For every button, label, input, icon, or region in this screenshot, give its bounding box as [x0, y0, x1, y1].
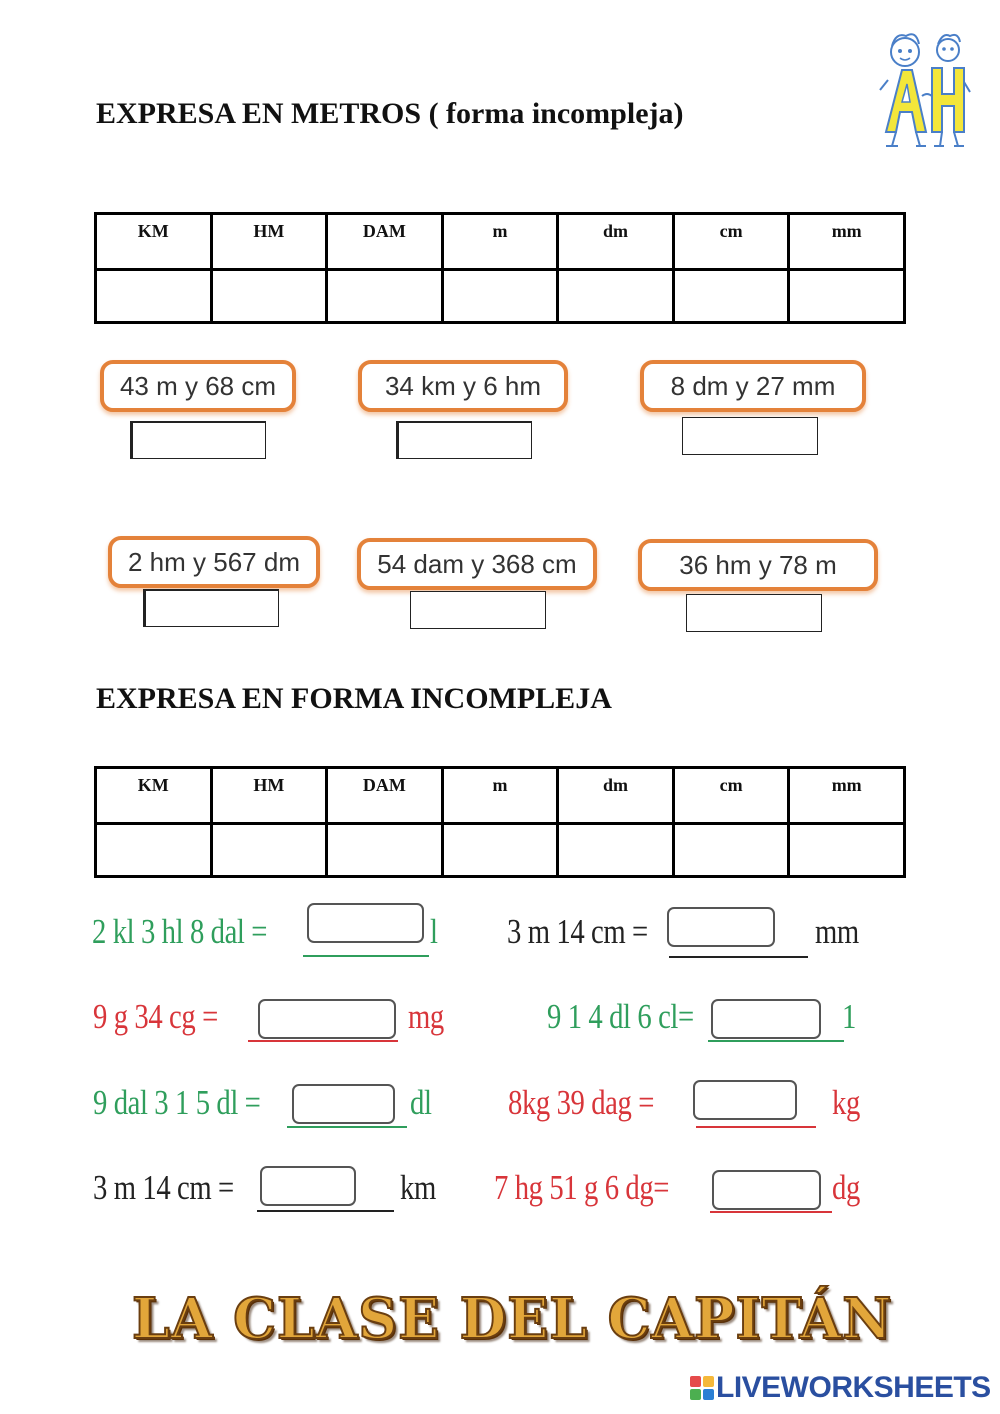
answer-box[interactable] — [711, 999, 821, 1039]
cell-input-dm[interactable] — [558, 270, 674, 323]
header-dam: DAM — [327, 214, 443, 270]
units-table-2 — [94, 766, 906, 878]
cell-input-m[interactable] — [442, 270, 558, 323]
cell-input-dm[interactable] — [558, 824, 674, 877]
brand-logo-text: LA CLASE DEL CAPITÁN — [132, 1286, 893, 1352]
header-hm: HM — [211, 768, 327, 824]
measure-pill: 36 hm y 78 m — [638, 539, 878, 591]
answer-box[interactable] — [292, 1084, 395, 1124]
measure-pill: 54 dam y 368 cm — [357, 538, 597, 590]
equation-unit: dl — [410, 1083, 432, 1122]
answer-box[interactable] — [130, 421, 266, 459]
answer-underline — [248, 1040, 398, 1042]
measure-pill: 2 hm y 567 dm — [108, 536, 320, 588]
cell-input-hm[interactable] — [211, 270, 327, 323]
equation-expression: 9 dal 3 1 5 dl = — [93, 1083, 261, 1122]
header-m: m — [442, 768, 558, 824]
equation-unit: 1 — [842, 997, 856, 1036]
header-mm: mm — [789, 768, 905, 824]
cell-input-km[interactable] — [96, 270, 212, 323]
equation-expression: 8kg 39 dag = — [508, 1083, 654, 1122]
liveworksheets-logo: LIVEWORKSHEETS — [716, 1371, 991, 1404]
cell-input-hm[interactable] — [211, 824, 327, 877]
equation-unit: kg — [832, 1083, 860, 1122]
header-dam: DAM — [327, 768, 443, 824]
measure-pill: 8 dm y 27 mm — [640, 360, 866, 412]
answer-box[interactable] — [667, 907, 775, 947]
cell-input-mm[interactable] — [789, 824, 905, 877]
answer-underline — [257, 1210, 394, 1212]
answer-underline — [696, 1126, 816, 1128]
cell-input-mm[interactable] — [789, 270, 905, 323]
equation-unit: l — [430, 912, 438, 951]
cell-input-dam[interactable] — [327, 824, 443, 877]
equation-unit: km — [400, 1168, 436, 1207]
cell-input-km[interactable] — [96, 824, 212, 877]
cell-input-cm[interactable] — [673, 824, 789, 877]
equation-expression: 7 hg 51 g 6 dg= — [494, 1168, 670, 1207]
header-dm: dm — [558, 768, 674, 824]
kids-logo-icon — [872, 30, 972, 152]
measure-pill: 34 km y 6 hm — [358, 360, 568, 412]
header-hm: HM — [211, 214, 327, 270]
equation-unit: dg — [832, 1168, 860, 1207]
answer-box[interactable] — [682, 417, 818, 455]
answer-box[interactable] — [260, 1166, 356, 1206]
header-mm: mm — [789, 214, 905, 270]
answer-box[interactable] — [307, 903, 424, 943]
header-cm: cm — [673, 214, 789, 270]
equation-expression: 9 g 34 cg = — [93, 997, 218, 1036]
section1-title: EXPRESA EN METROS ( forma incompleja) — [96, 97, 684, 130]
header-cm: cm — [673, 768, 789, 824]
answer-underline — [708, 1040, 844, 1042]
cell-input-dam[interactable] — [327, 270, 443, 323]
units-table-1 — [94, 212, 906, 324]
equation-expression: 3 m 14 cm = — [93, 1168, 234, 1207]
answer-box[interactable] — [258, 999, 396, 1039]
equation-expression: 9 1 4 dl 6 cl= — [547, 997, 694, 1036]
answer-box[interactable] — [686, 594, 822, 632]
equation-expression: 3 m 14 cm = — [507, 912, 648, 951]
section2-title: EXPRESA EN FORMA INCOMPLEJA — [96, 682, 612, 715]
header-dm: dm — [558, 214, 674, 270]
answer-box[interactable] — [410, 591, 546, 629]
answer-underline — [710, 1211, 832, 1213]
header-m: m — [442, 214, 558, 270]
equation-unit: mm — [815, 912, 859, 951]
answer-box[interactable] — [396, 421, 532, 459]
cell-input-m[interactable] — [442, 824, 558, 877]
liveworksheets-icon — [690, 1376, 714, 1400]
header-km: KM — [96, 214, 212, 270]
answer-underline — [303, 955, 429, 957]
answer-underline — [669, 956, 808, 958]
answer-box[interactable] — [693, 1080, 797, 1120]
cell-input-cm[interactable] — [673, 270, 789, 323]
equation-expression: 2 kl 3 hl 8 dal = — [92, 912, 268, 951]
header-km: KM — [96, 768, 212, 824]
answer-box[interactable] — [712, 1170, 821, 1210]
equation-unit: mg — [408, 997, 444, 1036]
answer-box[interactable] — [143, 589, 279, 627]
answer-underline — [287, 1126, 407, 1128]
measure-pill: 43 m y 68 cm — [100, 360, 296, 412]
